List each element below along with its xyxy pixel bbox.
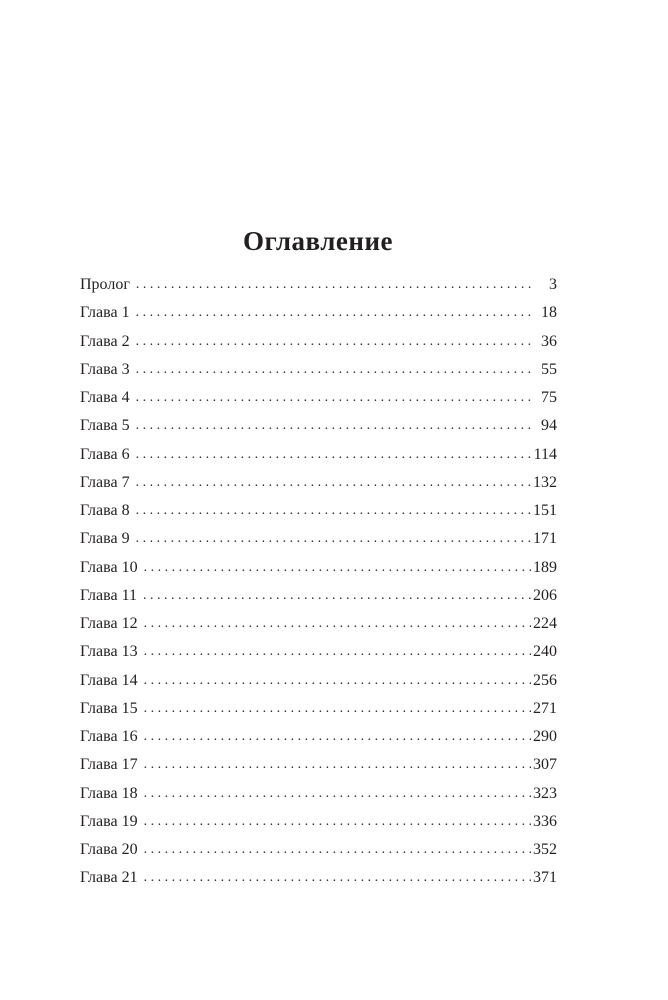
toc-entry-page-number: 290	[533, 728, 557, 745]
toc-entry-label: Глава 19	[80, 812, 138, 830]
toc-entry-label: Пролог	[80, 276, 130, 293]
toc-entry[interactable]	[80, 441, 557, 469]
toc-entry[interactable]	[80, 808, 557, 836]
dot-leader	[136, 271, 531, 299]
toc-entry[interactable]	[80, 610, 557, 638]
toc-entry[interactable]	[80, 751, 557, 779]
toc-entry[interactable]	[80, 554, 557, 582]
toc-entry-page-number: 151	[533, 502, 557, 519]
dot-leader	[136, 299, 531, 327]
toc-entry[interactable]	[80, 412, 557, 440]
toc-entry-page-number: 352	[533, 841, 557, 858]
toc-entry-page-number: 114	[533, 445, 557, 463]
toc-entry[interactable]	[80, 638, 557, 666]
toc-entry-label: Глава 18	[80, 784, 138, 802]
toc-entry-label: Глава 1	[80, 304, 130, 322]
dot-leader	[136, 469, 531, 497]
toc-entry[interactable]	[80, 525, 557, 553]
toc-entry-page-number: 240	[533, 643, 557, 661]
toc-entry[interactable]	[80, 695, 557, 723]
toc-entry-page-number: 224	[533, 615, 557, 632]
toc-entry[interactable]	[80, 582, 557, 610]
dot-leader	[136, 497, 531, 525]
toc-entry-page-number: 271	[533, 699, 557, 717]
dot-leader	[144, 808, 531, 836]
dot-leader	[144, 723, 531, 751]
toc-entry[interactable]	[80, 836, 557, 864]
dot-leader	[144, 751, 531, 779]
dot-leader	[136, 441, 531, 469]
dot-leader	[144, 667, 531, 695]
toc-entry-label: Глава 6	[80, 445, 130, 463]
dot-leader	[144, 610, 531, 638]
toc-entry-page-number: 371	[533, 869, 557, 887]
toc-entry-label: Глава 13	[80, 643, 138, 661]
toc-entry-label: Глава 20	[80, 841, 138, 858]
toc-entry-label: Глава 21	[80, 869, 138, 887]
toc-entry-label: Глава 14	[80, 671, 138, 689]
dot-leader	[144, 638, 531, 666]
dot-leader	[144, 695, 531, 723]
toc-entry[interactable]	[80, 271, 557, 299]
dot-leader	[136, 356, 531, 384]
toc-entry-label: Глава 10	[80, 558, 138, 576]
toc-entry-page-number: 55	[541, 360, 557, 378]
toc-entry-page-number: 75	[541, 389, 557, 406]
toc-entry-page-number: 189	[533, 558, 557, 576]
toc-entry[interactable]	[80, 497, 557, 525]
page-title: Оглавление	[243, 226, 393, 256]
toc-entry-page-number: 171	[533, 530, 557, 548]
toc-entry-label: Глава 7	[80, 473, 130, 491]
dot-leader	[144, 836, 531, 864]
toc-entry[interactable]	[80, 780, 557, 808]
toc-entry-page-number: 132	[533, 473, 557, 491]
toc-entry-label: Глава 2	[80, 332, 130, 350]
dot-leader	[136, 412, 531, 440]
toc-entry-label: Глава 15	[80, 699, 138, 717]
toc-entry[interactable]	[80, 469, 557, 497]
toc-entry-page-number: 3	[549, 276, 557, 293]
dot-leader	[136, 328, 531, 356]
toc-entry-label: Глава 9	[80, 530, 130, 548]
toc-entry[interactable]	[80, 299, 557, 327]
toc-entry-page-number: 336	[533, 812, 557, 830]
dot-leader	[143, 582, 531, 610]
toc-entry-page-number: 18	[541, 304, 557, 322]
toc-entry[interactable]	[80, 723, 557, 751]
toc-entry[interactable]	[80, 667, 557, 695]
toc-entry[interactable]	[80, 384, 557, 412]
toc-entry-label: Глава 16	[80, 728, 138, 745]
dot-leader	[144, 864, 531, 892]
toc-entry[interactable]	[80, 864, 557, 892]
toc-entry-page-number: 256	[533, 671, 557, 689]
toc-entry-page-number: 323	[533, 784, 557, 802]
toc-entry-page-number: 36	[541, 332, 557, 350]
dot-leader	[144, 780, 531, 808]
toc-entry-page-number: 307	[533, 756, 557, 774]
toc-entry-label: Глава 11	[80, 586, 137, 604]
toc-entry-label: Глава 8	[80, 502, 130, 519]
dot-leader	[136, 525, 531, 553]
toc-entry[interactable]	[80, 328, 557, 356]
dot-leader	[144, 554, 531, 582]
toc-entry-label: Глава 3	[80, 360, 130, 378]
toc-entry-label: Глава 17	[80, 756, 138, 774]
toc-entry-label: Глава 4	[80, 389, 130, 406]
toc-entry-page-number: 206	[533, 586, 557, 604]
dot-leader	[136, 384, 531, 412]
table-of-contents	[80, 271, 557, 893]
toc-entry-label: Глава 5	[80, 417, 130, 435]
toc-entry-label: Глава 12	[80, 615, 138, 632]
toc-entry[interactable]	[80, 356, 557, 384]
toc-entry-page-number: 94	[541, 417, 557, 435]
